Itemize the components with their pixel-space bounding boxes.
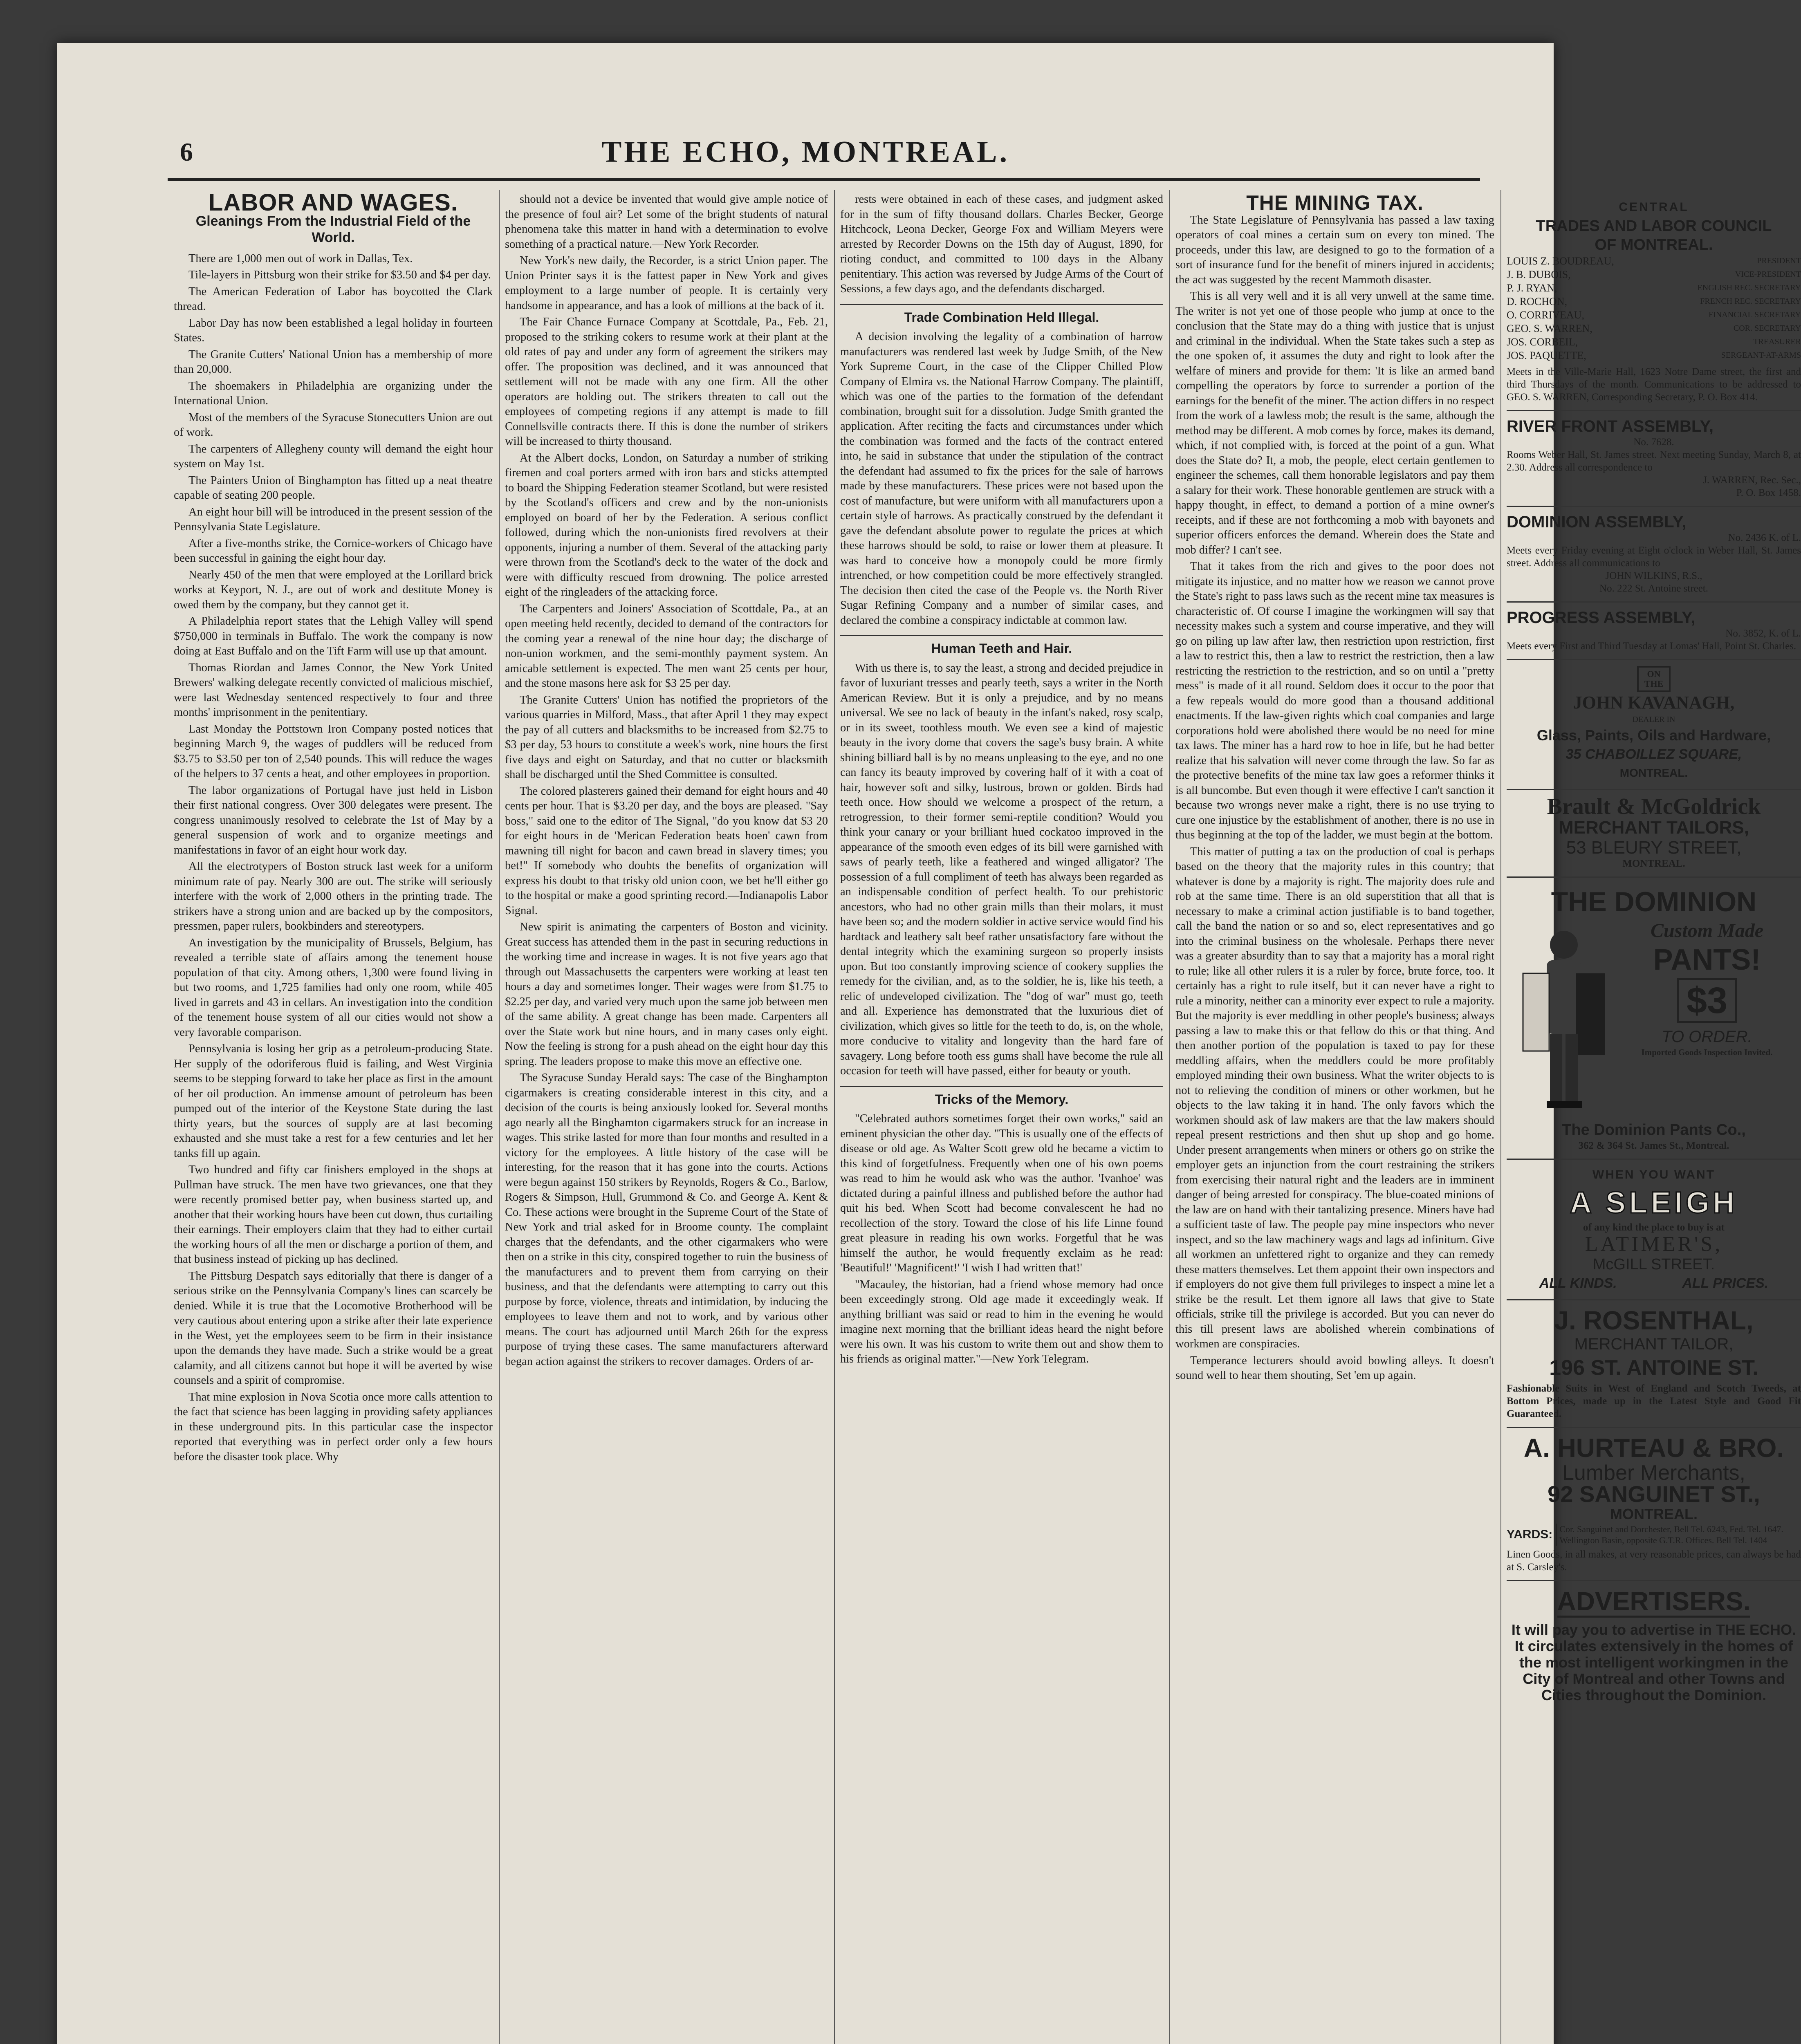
ad-rosenthal: [1507, 1300, 1801, 1428]
ad-logo: [1637, 666, 1671, 692]
ad-street: McGILL STREET.: [1592, 1256, 1715, 1273]
paragraph: Thomas Riordan and James Connor, the New York United Brewers' walking delegate recently convicted of malicious mischief, were last Wednesday sentenced respectively to four and three months' imprisonment in the penitentiary.: [174, 661, 493, 719]
ad-body: Rooms Weber Hall, St. James street. Next meeting Sunday, March 8, at 2.30. Address all correspondence to: [1507, 449, 1801, 473]
paragraph: Last Monday the Pottstown Iron Company posted notices that beginning March 9, the wages of puddlers will be reduced from $3.75 to $3.50 per ton of 2,540 pounds. This will reduce the wages of the helpers to 37 cents a heat, and other employees in proportion.: [174, 722, 493, 780]
ad-title: DOMINION ASSEMBLY,: [1507, 513, 1687, 531]
ad-contact: J. WARREN, Rec. Sec.,: [1703, 475, 1801, 486]
ad-to-order: TO ORDER.: [1662, 1028, 1752, 1046]
paragraph: That mine explosion in Nova Scotia once more calls attention to the fact that science has been lagging in providing safety appliances in these underground pits. In this particular case the inspector reported that everything was in perfect order only a few hours before the disaster took place. Why: [174, 1390, 493, 1463]
ad-body: Meets in the Ville-Marie Hall, 1623 Notre Dame street, the first and third Thursdays of the month. Communications to be addressed to GEO. S. WARREN, Corresponding Secretary, P. O. Box 414.: [1507, 366, 1801, 403]
ad-yards-body: Cor. Sanguinet and Dorchester, Bell Tel. 6243, Fed. Tel. 1647. Wellington Basin, opposite G.T.R. Offices. Bell Tel. 1404: [1556, 1524, 1801, 1546]
paragraph: Labor Day has now been established a legal holiday in fourteen States.: [174, 316, 493, 344]
ad-address: 53 BLEURY STREET,: [1566, 838, 1742, 858]
paragraph: Two hundred and fifty car finishers employed in the shops at Pullman have struck. The men have two grievances, one that they were recently promised better pay, when business started up, and another that their working hours have been cut down, thus curtailing their earnings. Their employers claim that they had to either curtail the working hours of all the men or discharge a portion of them, and that business instead of picking up has declined.: [174, 1163, 493, 1266]
section-title-human-teeth: Human Teeth and Hair.: [840, 635, 1163, 656]
ad-dealer: DEALER IN: [1632, 715, 1675, 724]
ad-brault-mcgoldrick: [1507, 790, 1801, 878]
ad-footer: Linen Goods, in all makes, at very reasonable prices, can always be had at S. Carsley's.: [1507, 1549, 1801, 1573]
ad-prices: ALL PRICES.: [1682, 1275, 1769, 1291]
ad-trade: MERCHANT TAILOR,: [1574, 1335, 1734, 1353]
article-body: [174, 251, 493, 1465]
ad-body: Meets every First and Third Tuesday at Lomas' Hall, Point St. Charles.: [1507, 641, 1797, 652]
ad-trades-council: [1507, 192, 1801, 411]
ad-advertisers: [1507, 1581, 1801, 1710]
ad-imported: Imported Goods Inspection Invited.: [1641, 1047, 1773, 1057]
officer-role: VICE-PRESIDENT: [1735, 270, 1801, 279]
ad-hurteau: [1507, 1428, 1801, 1581]
ad-custom: Custom Made: [1650, 920, 1764, 941]
ad-title: JOHN KAVANAGH,: [1573, 693, 1735, 713]
paragraph: The Granite Cutters' National Union has a membership of more than 20,000.: [174, 348, 493, 376]
ad-trade: MERCHANT TAILORS,: [1558, 818, 1749, 838]
ad-river-front-assembly: [1507, 411, 1801, 507]
officer-row: [1507, 254, 1801, 268]
paragraph: At the Albert docks, London, on Saturday a number of striking firemen and coal porters armed with iron bars and sticks attempted to board the Shipping Federation steamer Scotland, but were resisted by the Scotland's officers and crew and by the non-unionists employed on board of her by the Federation. A serious conflict followed, during which the non-unionists fired revolvers at their opponents, injuring a number of them. Several of the attacking party were thrown from the Scotland's deck to the water of the dock and were with difficulty rescued from drowning. The police arrested eight of the ringleaders of the attacking force.: [505, 451, 828, 598]
article-title: THE MINING TAX.: [1246, 191, 1424, 214]
officer-role: PRESIDENT: [1757, 256, 1801, 265]
paragraph: An eight hour bill will be introduced in the present session of the Pennsylvania State Legislature.: [174, 505, 493, 533]
paragraph: The Pittsburg Despatch says editorially that there is danger of a serious strike on the Pennsylvania Company's lines can scarcely be denied. While it is true that the Locomotive Brotherhood will be very cautious about entering upon a strike after their late experience in the West, yet the employees seem to be firm in their insistance upon the demands they have made. Such a strike would be a great calamity, and all citizens cannot but hope it will be averted by wise counsels and a spirit of compromise.: [174, 1269, 493, 1387]
column-mining-tax: [1175, 192, 1494, 2044]
paragraph: The carpenters of Allegheny county will demand the eight hour system on May 1st.: [174, 442, 493, 470]
ad-dominion-pants: [1507, 878, 1801, 1160]
ad-city: MONTREAL.: [1619, 766, 1688, 779]
paragraph: Temperance lecturers should avoid bowling alleys. It doesn't sound well to hear them shouting, Set 'em up again.: [1175, 1354, 1494, 1382]
paragraph: All the electrotypers of Boston struck last week for a uniform minimum rate of pay. Nearly 300 are out. The strike will seriously interfere with the work of 2,000 others in the printing trade. The strikers have a strong union and are backed up by the compositors, pressmen, paper rulers, bookbinders and stereotypers.: [174, 860, 493, 932]
ad-kinds-row: [1507, 1274, 1801, 1293]
paragraph: rests were obtained in each of these cases, and judgment asked for in the sum of fifty thousand dollars. Charles Becker, George Hitchcock, Leona Decker, George Fox and William Meyers were arrested by Recorder Downs on the 15th day of August, 1890, for rioting conduct, and committed to 100 days in the Albany penitentiary. This action was reversed by Judge Arms of the Court of Sessions, a few days ago, and the defendants discharged.: [840, 193, 1163, 295]
ad-title: J. ROSENTHAL,: [1554, 1306, 1754, 1335]
ad-number: No. 2436 K. of L.: [1728, 532, 1801, 543]
officer-name: D. ROCHON,: [1507, 296, 1568, 307]
officer-row: [1507, 295, 1801, 308]
ad-contact: JOHN WILKINS, R.S.,: [1605, 570, 1702, 581]
ad-title: RIVER FRONT ASSEMBLY,: [1507, 417, 1714, 435]
officer-name: O. CORRIVEAU,: [1507, 309, 1584, 321]
paragraph: New York's new daily, the Recorder, is a strict Union paper. The Union Printer says it is the fattest paper in New York and gives employment to a large number of people. It is certainly very handsome in appearance, and has a look of millions at the back of it.: [505, 254, 828, 312]
paragraph: The American Federation of Labor has boycotted the Clark thread.: [174, 285, 493, 313]
paragraph: With us there is, to say the least, a strong and decided prejudice in favor of luxuriant tresses and pearly teeth, says a writer in the North American Review. But it is only a prejudice, and by no means universal. We see no lack of beauty in the infant's naked, rosy scalp, or in its sweet, toothless mouth. We even see a kind of majestic beauty in the ivory dome that covers the sage's busy brain. A white shining billiard ball is by no means unpleasing to the eye, and no one can fancy its beauty improved by covering half of it with a coat of hair, however soft and silky, lustrous, brown or golden. Birds had teeth once. How should we welcome a prospect of the return, a retrogression, to their former semi-reptile condition? Would you think your canary or your brilliant hued cockatoo improved in the appearance of the smooth even edges of its bill were garnished with saws of pearly teeth, like a feathered and winged alligator? The possession of a full compliment of teeth has always been regarded as an indispensable condition of perfect health. To our prehistoric ancestors, who had no other grain mills than their molars, it must have been so; and the modern soldier in active service would find his hardtack and leathery salt beef rather unsatisfactory fare without the dental integrity which the examining surgeon so properly insists upon. But too constantly improving science of cookery supplies the remedy for the civilian, and, as to the soldier, he is, like his teeth, a relic of undeveloped civilization. The "dog of war" must go, teeth and all. Experience has demonstrated that the luxurious diet of civilization, which gives so little for the teeth to do, is, on the whole, more conducive to vitality and longevity than the hard fare of savagery. Long before tooth ess gums shall have become the rule all occasion for teeth will have passed, either for beauty or youth.: [840, 661, 1163, 1077]
ad-city: MONTREAL.: [1610, 1506, 1698, 1522]
ad-kinds: ALL KINDS.: [1539, 1275, 1617, 1291]
section-title-trade-combination: Trade Combination Held Illegal.: [840, 304, 1163, 325]
ad-title: PROGRESS ASSEMBLY,: [1507, 609, 1696, 627]
paragraph: The Granite Cutters' Union has notified the proprietors of the various quarries in Milford, Mass., that after April 1 they may expect the pay of all cutters and blacksmiths to be increased from $2.75 to $3 per day, 53 hours to constitute a week's work, nine hours the first five days and eight on Saturday, and that no cutter or blacksmith shall be discharged until the Shed Committee is consulted.: [505, 693, 828, 781]
ad-title: THE DOMINION: [1551, 886, 1757, 917]
ad-company: The Dominion Pants Co.,: [1562, 1121, 1746, 1139]
ad-title: A. HURTEAU & BRO.: [1523, 1433, 1784, 1463]
paragraph: The Carpenters and Joiners' Association of Scottdale, Pa., at an open meeting held recently, decided to demand of the contractors for the coming year a renewal of the nine hour day; the discharge of non-union workmen, and the semi-monthly payment system. An amicable settlement is expected. The men want 25 cents per hour, and the stone masons here ask for $3 25 per day.: [505, 602, 828, 690]
man-holding-pants-illustration: [1515, 924, 1613, 1116]
header-rule: [168, 178, 1480, 181]
ad-title: A SLEIGH: [1570, 1186, 1738, 1219]
ad-city: MONTREAL.: [1622, 858, 1685, 869]
ad-price: $3: [1677, 978, 1737, 1023]
paragraph: The Painters Union of Binghampton has fitted up a neat theatre capable of seating 200 people.: [174, 474, 493, 502]
ad-tag: CENTRAL: [1619, 200, 1689, 214]
masthead: THE ECHO, MONTREAL.: [601, 135, 1009, 169]
ad-logo-text: ON: [1647, 669, 1661, 679]
officer-row: [1507, 335, 1801, 349]
ad-goods: Glass, Paints, Oils and Hardware,: [1536, 727, 1771, 744]
column-divider: [499, 190, 500, 2044]
officer-role: SERGEANT-AT-ARMS: [1721, 351, 1801, 360]
paragraph: This is all very well and it is all very unwell at the same time. The writer is not yet one of those people who jump at once to the conclusion that the State may do a thing with justice that is unjust and criminal in the individual. When the State takes such a step as the one spoken of, it assumes the duty and right to look after the welfare of miners and provide for them: 'It is like an armed band compelling the operators by force to surrender a portion of the earnings for the benefit of the miner. The action differs in no respect from the work of a lawless mob; the result is the same, although the method may be different. A mob comes by force, makes its demand, which, if not complied with, is forced at the point of a gun. What does the State do? It, a mob, the people, elect certain gentlemen to engineer the schemes, call them honorable legislators and pay them a salary for their work. These honorable gentlemen are struck with a happy thought, in effect, to demand a portion of a mine owner's receipts, and if these are not forthcoming a mob with bayonets and superior officers enforces the demand. Wherein does the State and mob differ? I can't see.: [1175, 290, 1494, 556]
column-3: [840, 192, 1163, 2044]
officer-role: COR. SECRETARY: [1733, 324, 1801, 333]
ad-address: 35 CHABOILLEZ SQUARE,: [1566, 746, 1742, 762]
paragraph: A decision involving the legality of a combination of harrow manufacturers was rendered last week by Judge Smith, of the New York Supreme Court, in the case of the Clipper Chilled Plow Company of Elmira vs. the National Harrow Company. The plaintiff, which was one of the parties to the formation of the defendant combination, brought suit for a dissolution. Judge Smith granted the application. After reciting the facts and circumstances under which the combination was formed and the facts of the contract entered into, he said in substance that under the stipulation of the contract the defendant had assumed to fix the prices for the sale of harrows made by these manufacturers. These prices were not based upon the cost of manufacture, but were uniform with all manufacturers upon a certain style of harrows. As practically construed by the defendant it gave the defendant absolute power to regulate the prices at which these harrows should be sold, to raise or lower them at pleasure. It was hard to conceive how a monopoly could be more firmly intrenched, or how competition could be more effectively strangled. The decision then cited the case of the People vs. the North River Sugar Refining Company and a number of similar cases, and declared the combine a conspiracy indictable at common law.: [840, 330, 1163, 627]
ad-body: It will pay you to advertise in THE ECHO. It circulates extensively in the homes of the most intelligent workingmen in the City of Montreal and other Towns and Cities throughout the Dominion.: [1511, 1621, 1797, 1703]
officers-list: [1507, 254, 1801, 362]
paragraph: should not a device be invented that would give ample notice of the presence of foul air? Let some of the bright students of natural phenomena take this matter in hand with a determination to evolve something of a practical nature.—New York Recorder.: [505, 193, 828, 251]
officer-row: [1507, 308, 1801, 322]
ad-address: 196 ST. ANTOINE ST.: [1549, 1356, 1758, 1380]
officer-row: [1507, 281, 1801, 295]
paragraph: This matter of putting a tax on the production of coal is perhaps based on the theory that the majority rules in this country; that whatever is done by a majority is right. The majority does rule and rob at the same time. There is an old superstition that all that is necessary to make a criminal action justifiable is to band together, call the band the nation or so and so, elect representatives and go into the criminal business on the wholesale. Perhaps there never was a greater absurdity than to say that a majority has a moral right to rule; like all other rulers it is a ruler by force, brute force, too. It certainly has a right to rule itself, but it can never have a right to rule a minority, neither can a minority ever expect to rule a majority. But the majority is ever meddling in other people's business; always passing a law to make this or that fellow do this or that thing. And then another portion of the population is taxed to pay for these meddling affairs, when the meddlers could be more profitably employed minding their own business. What the writer objects to is not to relieving the condition of miners or other workmen, but he objects to the law taking it in hand. The only favors which the workmen should ask of law makers are that the law makers should repeal present restrictions and then shut up shop and go home. Under present arrangements when miners or others go on strike the employer gets an injunction from the court restraining the strikers from exercising their natural right and the leaders are in imminent danger of being arrested for conspiracy. The blue-coated minions of the law are on hand with their tantalizing presence. Miners have had a sufficient taste of law. The people pay mine inspectors who never inspect, and so the law machinery wags and lags ad infinitum. Give all workmen an unfettered right to organize and they can remedy these matters themselves. Let them appoint their own inspectors and if employers do not give them full privileges to inspect a mine let a strike be the result. Let them ignore all laws that give to State officials, strike till the privilege is accorded. But you can never do this till present laws are abolished wherein combinations of workmen are conspiracies.: [1175, 845, 1494, 1350]
column-2: [505, 192, 828, 2044]
ad-subtitle: OF MONTREAL.: [1595, 236, 1713, 253]
officer-role: ENGLISH REC. SECRETARY: [1697, 283, 1801, 292]
officer-role: FRENCH REC. SECRETARY: [1700, 297, 1801, 306]
paragraph: "Celebrated authors sometimes forget their own works," said an eminent physician the other day. "This is usually one of the effects of disease or old age. As Walter Scott grew old he became a victim to this kind of forgetfulness. Frequently when one of his own poems was read to him he would ask who was the author. 'Ivanhoe' was dictated during a painful illness and published before the author had quit his bed. When Scott had become convalescent he had no recollection of the story. Toward the close of his life Linne found great pleasure in reading his own works. Forgetful that he was himself the author, he would frequently exclaim as he read: 'Beautiful!' 'Magnificent!' 'I wish I had written that!': [840, 1112, 1163, 1274]
officer-role: FINANCIAL SECRETARY: [1708, 310, 1801, 319]
article-body: [840, 329, 1163, 628]
article-body: [1175, 213, 1494, 1383]
ad-latimer-sleigh: [1507, 1160, 1801, 1300]
paragraph: The shoemakers in Philadelphia are organizing under the International Union.: [174, 379, 493, 407]
ad-logo-text: THE: [1644, 679, 1664, 689]
paragraph: The labor organizations of Portugal have just held in Lisbon their first national congress. Over 300 delegates were present. The congress unanimously resolved to celebrate the 1st of May by a general suspension of work and to organize meetings and manifestations in favor of an eight hour work day.: [174, 784, 493, 856]
officer-role: TREASURER: [1753, 337, 1801, 346]
article-body: [840, 1112, 1163, 1367]
ad-yards-label: YARDS:: [1507, 1528, 1553, 1541]
column-divider: [1500, 190, 1501, 2044]
paragraph: An investigation by the municipality of Brussels, Belgium, has revealed a terrible state of affairs among the tenement house population of that city. Among others, 1,300 were found living in but two rooms, and 1,725 families had only one room, while 405 lived in garrets and 43 in cellars. An investigation into the condition of the tenement house system of all our cities would not show a very favorable comparison.: [174, 936, 493, 1039]
section-title-tricks-memory: Tricks of the Memory.: [840, 1086, 1163, 1107]
ad-kind: of any kind the place to buy is at: [1583, 1222, 1725, 1233]
paragraph: Nearly 450 of the men that were employed at the Lorillard brick works at Keyport, N. J., are out of work and destitute Money is owed them by the company, but they cannot get it.: [174, 568, 493, 611]
paragraph: That it takes from the rich and gives to the poor does not mitigate its injustice, and no matter how we reason we cannot prove the State's right to pass laws such as the recent mine tax measures is characteristic of. Of course I imagine the workingmen will say that necessity makes such a system and course imperative, and they will go on piling up law after law, then restriction upon restriction, first a law to restrict this, then a law to restrict the restriction, then a law restricting the restriction to the restriction, and so on until a "pretty mess" is made of it all round. Seldom does it occur to the poor that a few repeals would do more good than a thousand additional enactments. If the law-given rights which coal companies and large corporations hold were abolished there would be no need for mine tax laws. The miner has a hard row to hoe in life, but he had better realize that his salvation will never come through the law. So far as the protective benefits of the mine tax law goes a reformer thinks it is all buncombe. But even though it were effective I can't sanction it because two wrongs never make a right, there is no use trying to cure one injustice by the establishment of another, there is no use in thus beginning at the top of the ladder, we must begin at the bottom.: [1175, 560, 1494, 841]
ad-trade: Lumber Merchants,: [1562, 1461, 1745, 1485]
paragraph: A Philadelphia report states that the Lehigh Valley will spend $750,000 in terminals in Buffalo. The work the company is now doing at East Buffalo and on the Tift Farm will use up that amount.: [174, 615, 493, 657]
ad-title: Brault & McGoldrick: [1547, 794, 1761, 819]
paragraph: Tile-layers in Pittsburg won their strike for $3.50 and $4 per day.: [188, 269, 491, 281]
officer-row: [1507, 322, 1801, 335]
ad-john-kavanagh: [1507, 660, 1801, 790]
paragraph: The Syracuse Sunday Herald says: The case of the Binghampton cigarmakers is creating considerable interest in this city, and a decision of the courts is being anxiously looked for. Several months ago nearly all the Binghamton cigarmakers struck for an increase in wages. This strike lasted for more than four months and resulted in a victory for the employees. A little history of the case will be interesting, for the reason that it has gone into the courts. Actions were begun against 150 strikers by Reynolds, Rogers & Co., Barlow, Rogers & Simpson, Hull, Grummond & Co. and George A. Kent & Co. These actions were brought in the Supreme Court of the State of New York and trial asked for in Broome county. The complaint charges that the defendants, and the other cigarmakers who were then on a strike in this city, conspired together to ruin the business of the manufacturers and to prevent them from carrying on their business, and that the defendants were attempting to carry out this purpose by force, violence, threats and intimidation, by inducing the employees to leave them and not to work, and by various other means. The court has adjourned until March 26th for the express purpose of trying these cases. The same manufacturers afterward began action against the strikers to recover damages. Orders of ar-: [505, 1071, 828, 1368]
ad-address: 92 SANGUINET ST.,: [1548, 1481, 1760, 1507]
officer-name: JOS. PAQUETTE,: [1507, 350, 1586, 361]
paragraph: The Fair Chance Furnace Company at Scottdale, Pa., Feb. 21, proposed to the striking cokers to resume work at their plant at the old rates of pay and under any form of agreement the strikers may offer. The proposition was declined, and it was announced that settlement will not be made with any one firm. All the other operators are holding out. The strikers threaten to call out the employees of competing regions if any attempt is made to fill Connellsville contracts there. If this is done the number of strikers will be increased to thirty thousand.: [505, 316, 828, 448]
ad-title: ADVERTISERS.: [1557, 1587, 1751, 1618]
ad-when: WHEN YOU WANT: [1592, 1168, 1716, 1181]
paragraph: After a five-months strike, the Cornice-workers of Chicago have been successful in gaining the eight hour day.: [174, 537, 493, 565]
ad-body: Meets every Friday evening at Eight o'clock in Weber Hall, St. James street. Address all communications to: [1507, 545, 1801, 569]
officer-name: JOS. CORBEIL,: [1507, 336, 1578, 348]
column-advertisements: [1507, 192, 1801, 2044]
page-header: [57, 43, 1554, 178]
officer-name: J. B. DUBOIS,: [1507, 269, 1571, 280]
paragraph: "Macauley, the historian, had a friend whose memory had once been exceedingly strong. Old age made it exceedingly weak. If anything brilliant was said or read to him in the evening he would imagine next morning that the brilliant ideas heard the night before were his own. It was his custom to write them out and show them to his friends as original matter."—New York Telegram.: [840, 1278, 1163, 1365]
article-body: [840, 661, 1163, 1079]
article-title: LABOR AND WAGES.: [209, 189, 458, 216]
ad-address: No. 222 St. Antoine street.: [1599, 583, 1708, 594]
ad-store: LATIMER'S,: [1585, 1233, 1723, 1256]
ad-number: No. 7628.: [1633, 437, 1674, 448]
ad-number: No. 3852, K. of L.: [1725, 628, 1801, 639]
ad-pants: PANTS!: [1653, 944, 1761, 976]
paragraph: The State Legislature of Pennsylvania has passed a law taxing operators of coal mines a certain sum on every ton mined. The proceeds, under this law, are designed to go to the formation of a sort of insurance fund for the benefit of miners injured in accidents; the act was suggested by the recent Mammoth disaster.: [1175, 213, 1494, 286]
officer-name: P. J. RYAN,: [1507, 282, 1557, 294]
ad-box: P. O. Box 1458.: [1736, 487, 1801, 498]
officer-name: LOUIS Z. BOUDREAU,: [1507, 255, 1614, 267]
article-body: [840, 192, 1163, 297]
officer-row: [1507, 349, 1801, 362]
paragraph: New spirit is animating the carpenters of Boston and vicinity. Great success has attended them in the past in securing reductions in the working time and increase in wages. It is not five years ago that through out Massachusetts the carpenters were working at least ten hours a day and sometimes longer. Their wages were from $1.75 to $2.25 per day, and varied very much upon the same job between men of the same ability. A great change has been made. Carpenters all over the State work but nine hours, and in many cases only eight. Now the feeling is strong for a push ahead on the eight hour day this spring. The leaders propose to make this move an effective one.: [505, 921, 828, 1068]
paragraph: There are 1,000 men out of work in Dallas, Tex.: [188, 252, 413, 265]
officer-name: GEO. S. WARREN,: [1507, 323, 1592, 334]
paragraph: Most of the members of the Syracuse Stonecutters Union are out of work.: [174, 411, 493, 439]
ad-title: TRADES AND LABOR COUNCIL: [1536, 217, 1772, 235]
officer-row: [1507, 268, 1801, 281]
column-divider: [834, 190, 835, 2044]
ad-dominion-assembly: [1507, 507, 1801, 603]
article-subtitle: Gleanings From the Industrial Field of the World.: [195, 213, 471, 245]
ad-progress-assembly: [1507, 603, 1801, 660]
ad-address: 362 & 364 St. James St., Montreal.: [1578, 1140, 1729, 1151]
paragraph: The colored plasterers gained their demand for eight hours and 40 cents per hour. That is $3.20 per day, and the boys are pleased. "Say boss," said one to the editor of The Signal, "do you know dat $3 20 for eight hours in de 'Merican Federation beats hoen' cawn from mawning till night for bacon and cawn bread in slavery times; you bet!" If somebody who doubts the benefits of organization will express his doubt to that trisky old union coon, we bet he'll either go to the hospital or make a good sprinting record.—Indianapolis Labor Signal.: [505, 784, 828, 917]
page-number: 6: [180, 137, 193, 166]
column-labor-and-wages: [174, 189, 493, 2044]
paragraph: Pennsylvania is losing her grip as a petroleum-producing State. Her supply of the odoriferous fluid is failing, and West Virginia seems to be stepping forward to take her place as first in the amount of her oil production. An immense amount of petroleum has been pumped out of the interior of the Keystone State during the last thirty years, but the sources of supply are at last becoming exhausted and she must take a rest for a few centuries and let her tanks fill up again.: [174, 1042, 493, 1160]
newspaper-page: [57, 43, 1801, 2044]
ad-yards: [1507, 1524, 1801, 1546]
column-divider: [1169, 190, 1170, 2044]
ad-body: Fashionable Suits in West of England and Scotch Tweeds, at Bottom Prices, made up in the Latest Style and Good Fit Guaranteed.: [1507, 1383, 1801, 1419]
article-body: [505, 192, 828, 1369]
